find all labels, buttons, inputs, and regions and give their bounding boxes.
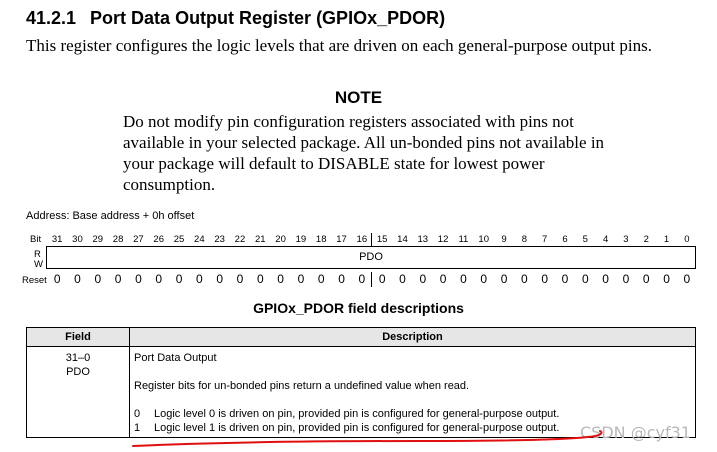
reset-value: 0: [683, 272, 691, 286]
bit-number: 9: [501, 234, 507, 245]
bit-number: 26: [153, 234, 164, 245]
bit-number: 6: [562, 234, 568, 245]
reset-value: 0: [439, 272, 447, 286]
reset-value: 0: [94, 272, 102, 286]
reset-value: 0: [561, 272, 569, 286]
bit-number: 20: [275, 234, 286, 245]
reset-value: 0: [53, 272, 61, 286]
bit-number: 23: [214, 234, 225, 245]
bit-label: Bit: [30, 234, 42, 245]
bit-number: 17: [336, 234, 347, 245]
bit-number: 28: [112, 234, 124, 245]
bit-number: 8: [521, 234, 527, 245]
reset-value: 0: [74, 272, 81, 286]
bit-number: 25: [173, 234, 185, 245]
bit-number: 10: [478, 234, 489, 245]
intro-paragraph: This register configures the logic levels that are driven on each general-purpose output pins.: [26, 36, 652, 55]
field-bits: 31–0: [65, 352, 91, 364]
reset-value: 0: [358, 272, 366, 286]
bit-number: 12: [437, 234, 449, 245]
desc-title: Port Data Output: [134, 352, 217, 364]
bit-number: 13: [417, 234, 429, 245]
reset-value: 0: [642, 272, 650, 286]
enum-key: 1: [134, 422, 141, 434]
bit-number: 1: [663, 234, 670, 245]
bit-number: 29: [92, 234, 104, 245]
desc-note: Register bits for un-bonded pins return a undefined value when read.: [134, 380, 470, 392]
reset-value: 0: [114, 272, 122, 286]
bit-number: 16: [356, 234, 368, 245]
header-description: Description: [130, 328, 696, 347]
reset-value: 0: [135, 272, 142, 286]
reset-value: 0: [297, 272, 305, 286]
reset-value: 0: [155, 272, 163, 286]
bit-number: 31: [51, 234, 63, 245]
bit-number: 27: [133, 234, 144, 245]
reset-value: 0: [175, 272, 183, 286]
bit-number: 24: [194, 234, 205, 245]
watermark: CSDN @cyf31: [580, 423, 691, 442]
reset-value: 0: [317, 272, 325, 286]
section-number: 41.2.1: [26, 8, 77, 28]
bit-number: 0: [684, 234, 690, 245]
read-label: R: [34, 249, 41, 260]
reset-value: 0: [256, 272, 264, 286]
field-name: PDO: [66, 366, 90, 378]
reset-value: 0: [338, 272, 345, 286]
bit-number: 15: [376, 234, 388, 245]
reset-value: 0: [399, 272, 406, 286]
register-field-name: PDO: [359, 251, 383, 263]
enum-text: Logic level 0 is driven on pin, provided pin is configured for general-purpose output.: [154, 408, 560, 420]
table-caption: GPIOx_PDOR field descriptions: [253, 300, 464, 316]
reset-value: 0: [622, 272, 630, 286]
bit-number: 21: [254, 234, 266, 245]
reset-value: 0: [602, 272, 609, 286]
bit-number: 5: [582, 234, 588, 245]
bit-number: 14: [397, 234, 408, 245]
bit-number: 11: [458, 234, 469, 245]
bit-number: 18: [315, 234, 327, 245]
enum-key: 0: [134, 408, 141, 420]
reset-value: 0: [236, 272, 244, 286]
note-body: Do not modify pin configuration registers associated with pins not available in your selected package. All un-bonded pins not available in your package will default to DISABLE state for lowest power consumption.: [123, 112, 605, 194]
address-offset: Address: Base address + 0h offset: [26, 210, 195, 222]
reset-value: 0: [277, 272, 284, 286]
write-label: W: [34, 259, 43, 270]
reset-value: 0: [663, 272, 670, 286]
reset-value: 0: [581, 272, 589, 286]
reset-value: 0: [378, 272, 386, 286]
bit-number: 2: [643, 234, 649, 245]
bit-number: 7: [542, 234, 548, 245]
reset-value: 0: [521, 272, 528, 286]
reset-value: 0: [460, 272, 467, 286]
header-field: Field: [27, 328, 130, 347]
reset-value: 0: [216, 272, 223, 286]
enum-text: Logic level 1 is driven on pin, provided pin is configured for general-purpose output.: [154, 422, 560, 434]
reset-value: 0: [541, 272, 548, 286]
reset-value: 0: [419, 272, 427, 286]
bit-number: 4: [602, 234, 609, 245]
note-title: NOTE: [334, 88, 383, 107]
reset-label: Reset: [22, 275, 47, 286]
section-title: Port Data Output Register (GPIOx_PDOR): [90, 8, 446, 28]
bit-number: 22: [234, 234, 246, 245]
reset-value: 0: [500, 272, 508, 286]
bit-number: 3: [623, 234, 629, 245]
bit-number: 30: [72, 234, 83, 245]
reset-value: 0: [196, 272, 203, 286]
bit-number: 19: [295, 234, 307, 245]
reset-value: 0: [480, 272, 488, 286]
